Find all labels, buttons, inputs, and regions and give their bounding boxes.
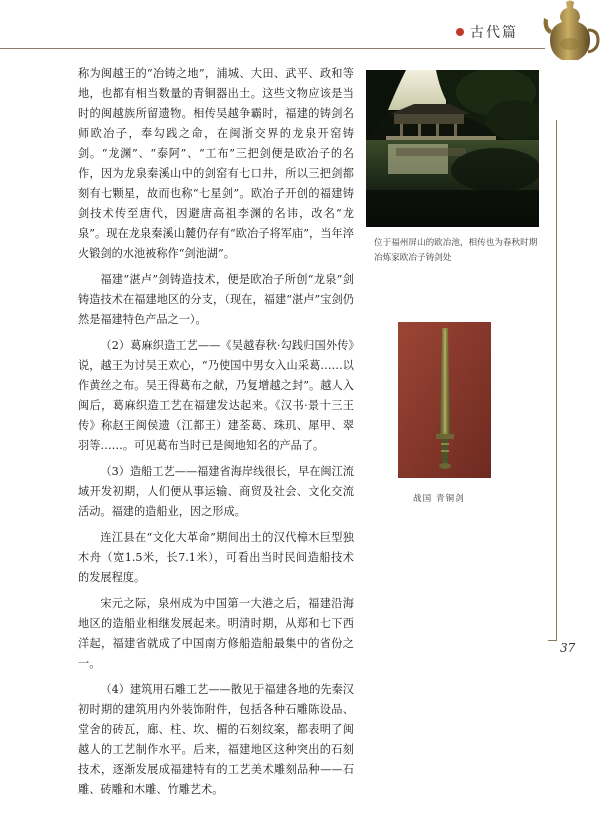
margin-tick	[548, 640, 557, 641]
sword-photo-caption: 战国 青铜剑	[413, 494, 465, 504]
pond-photo-caption: 位于福州屏山的欧冶池，相传也为春秋时期冶炼家欧冶子铸剑处	[374, 238, 538, 263]
paragraph: （2）葛麻织造工艺——《吴越春秋·勾践归国外传》说，越王为讨吴王欢心，“乃使国中男女入山采葛……以作黄丝之布。吴王得葛布之献，乃复增越之封”。越人入闽后，葛麻织造工艺在福建发达起来。《汉书·景十三王传》称赵王闽侯遗（江都王）建荃葛、珠玑、犀甲、翠羽等……。可见葛布当时已是闽地知名的产品了。	[78, 339, 354, 452]
paragraph: （3）造船工艺——福建省海岸线很长，早在闽江流域开发初期，人们便从事运输、商贸及社会、文化交流活动。福建的造船业，因之形成。	[78, 465, 354, 518]
margin-rule	[556, 120, 557, 640]
paragraph: （4）建筑用石雕工艺——散见于福建各地的先秦汉初时期的建筑用内外装饰附件，包括各种石雕陈设品、堂舍的砖瓦，廊、柱、坎、楣的石刻纹案，都表明了闽越人的工艺制作水平。后来，福建地区这种突出的石刻技术，逐渐发展成福建特有的工艺美术雕刻品种——石雕、砖雕和木雕、竹雕艺术。	[78, 683, 354, 796]
bullet-dot-icon	[456, 28, 464, 36]
pond-pavilion-image	[366, 70, 539, 227]
page-number: 37	[560, 641, 576, 655]
paragraph: 称为闽越王的“冶铸之地”，浦城、大田、武平、政和等地，也都有相当数量的青铜器出土。这些文物应该是当时的闽越族所留遗物。相传吴越争霸时，福建的铸剑名师欧冶子，奉勾践之命，在闽浙交界的龙泉开窑铸剑。“龙渊”、“泰阿”、“工布”三把剑便是欧冶子的名作，因为龙泉秦溪山中的剑窑有七口井，所以三把剑都刻有七颗星，故而也称“七星剑”。欧冶子开创的福建铸剑技术传至唐代，因避唐高祖李渊的名讳，改名“龙泉”。现在龙泉秦溪山麓仍存有“欧冶子将军庙”，当年淬火锻剑的水池被称作“剑池湖”。	[78, 67, 354, 260]
pond-photo	[366, 70, 539, 227]
bronze-sword-image	[398, 322, 491, 478]
sword-photo	[398, 322, 491, 478]
paragraph: 宋元之际，泉州成为中国第一大港之后，福建沿海地区的造船业相继发展起来。明清时期，从郑和七下西洋起，福建省就成了中国南方修船造船最集中的省份之一。	[78, 597, 354, 670]
section-header	[452, 22, 524, 42]
paragraph: 连江县在“文化大革命”期间出土的汉代樟木巨型独木舟（宽1.5米，长7.1米），可看出当时民间造船技术的发展程度。	[78, 531, 354, 584]
section-title: 古代篇	[470, 25, 518, 41]
paragraph: 福建“湛卢”剑铸造技术，便是欧冶子所创“龙泉”剑铸造技术在福建地区的分支，（现在，福建“湛卢”宝剑仍然是福建特色产品之一）。	[78, 273, 354, 326]
ewer-icon	[540, 0, 600, 62]
body-text	[78, 64, 354, 800]
